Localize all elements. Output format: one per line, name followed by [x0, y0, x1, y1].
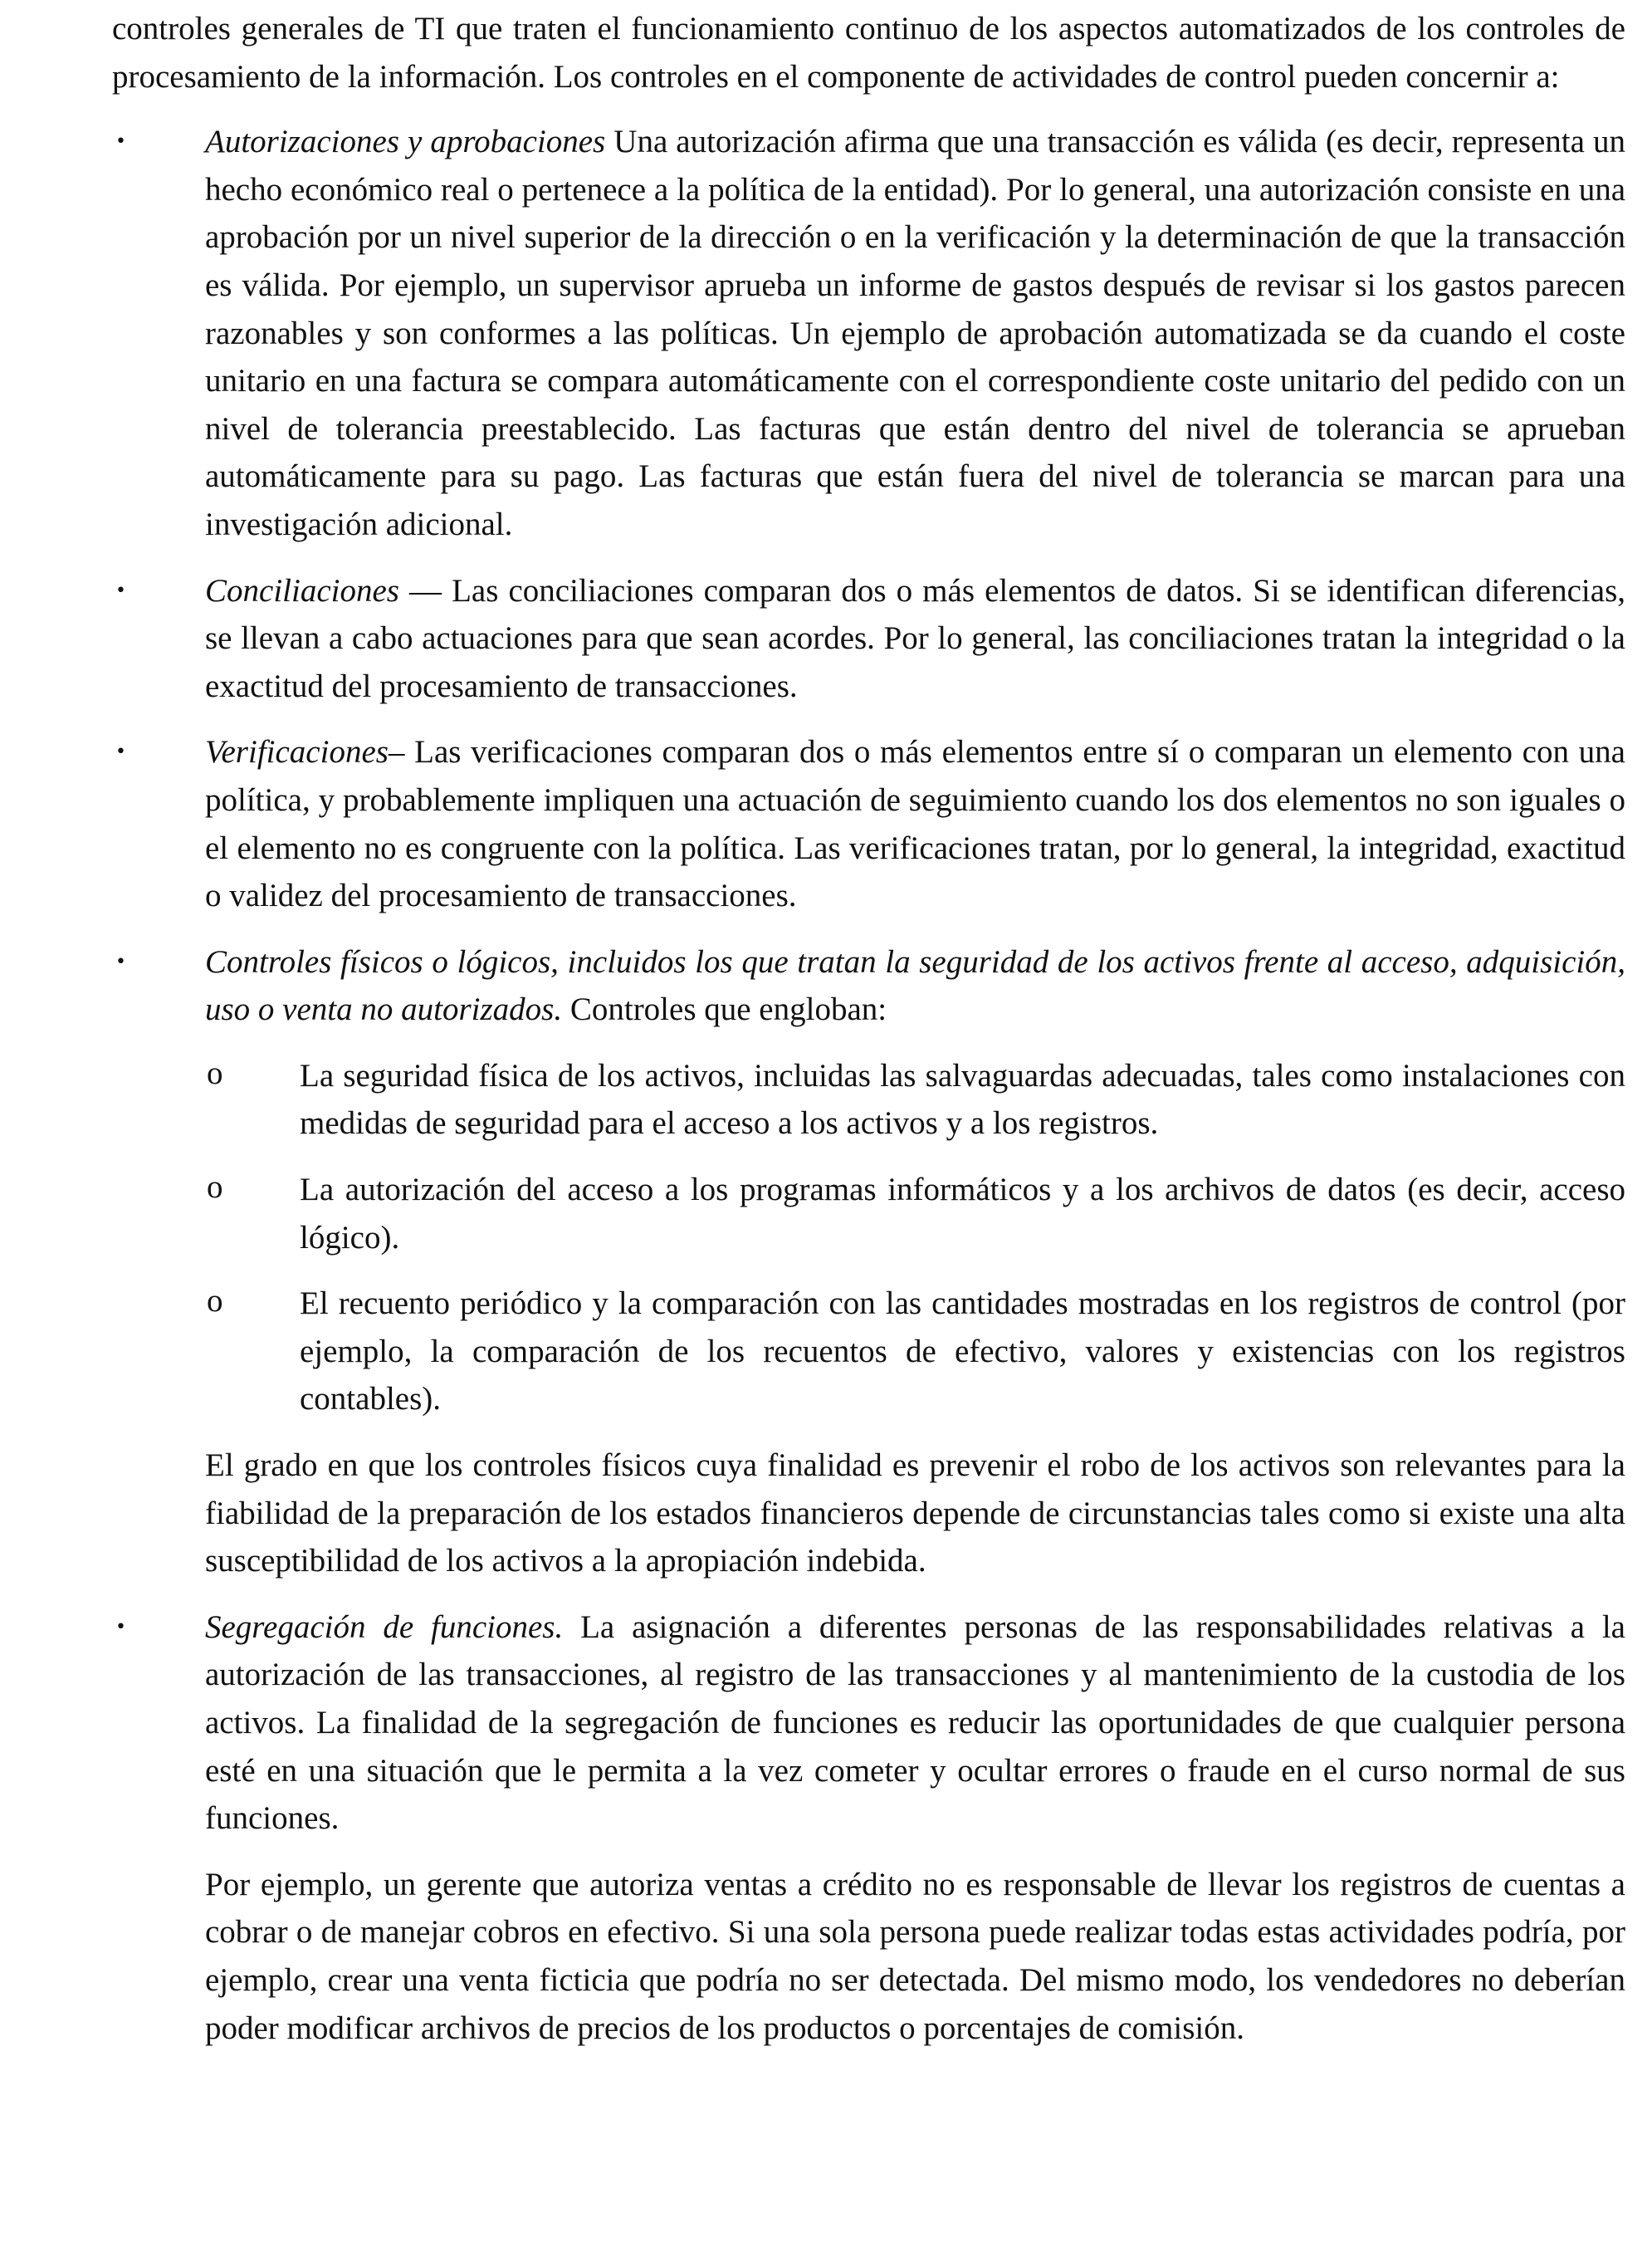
sub-list-item-text: La seguridad física de los activos, incluidas las salvaguardas adecuadas, tales como instalaciones con medidas de seguridad para el acceso a los activos y a los registros. — [300, 1057, 1625, 1142]
list-item-body: La asignación a diferentes personas de las responsabilidades relativas a la autorización de las transacciones, al registro de las transacciones y al mantenimiento de la custodia de los activos. La finalidad de la segregación de funciones es reducir las oportunidades de que cualquier persona esté en una situación que le permita a la vez cometer y ocultar errores o fraude en el curso normal de sus funciones. — [205, 1608, 1625, 1837]
list-item-body: Controles que engloban: — [562, 991, 887, 1028]
sub-bullet-marker: o — [207, 1169, 223, 1206]
intro-paragraph: controles generales de TI que traten el funcionamiento continuo de los aspectos automatizados de los controles de procesamiento de la información. Los controles en el componente de actividades de control pueden concernir a: — [112, 11, 1625, 95]
list-item-segregacion — [112, 1603, 1625, 1843]
sub-list-item-text: El recuento periódico y la comparación con las cantidades mostradas en los registros de control (por ejemplo, la comparación de los recuentos de efectivo, valores y existencias con los registros contables). — [300, 1285, 1625, 1417]
list-item-text — [205, 1603, 1625, 1843]
sub-bullet-marker: o — [207, 1283, 223, 1319]
list-item-heading: Segregación de funciones. — [205, 1608, 564, 1645]
bullet-marker: • — [115, 580, 126, 601]
physical-controls-note: El grado en que los controles físicos cuya finalidad es prevenir el robo de los activos son relevantes para la fiabilidad de la preparación de los estados financieros depende de circunstancias tales como si existe una alta susceptibilidad de los activos a la apropiación indebida. — [205, 1447, 1625, 1579]
bullet-marker: • — [115, 1616, 126, 1638]
list-item-text — [205, 567, 1625, 711]
list-item-text — [205, 118, 1625, 548]
bullet-marker: • — [115, 742, 126, 763]
list-item-heading: Verificaciones — [205, 734, 389, 771]
document-page — [112, 5, 1625, 2070]
list-item-autorizaciones — [112, 118, 1625, 548]
sub-bullet-marker: o — [207, 1055, 223, 1091]
list-item-verificaciones — [112, 728, 1625, 919]
sub-list-item — [112, 1280, 1625, 1423]
sub-list-item-text: La autorización del acceso a los programas informáticos y a los archivos de datos (es decir, acceso lógico). — [300, 1172, 1625, 1256]
list-item-body: Una autorización afirma que una transacción es válida (es decir, representa un hecho económico real o pertenece a la política de la entidad). Por lo general, una autorización consiste en una aprobación por un nivel superior de la dirección o en la verificación y la determinación de que la transacción es válida. Por ejemplo, un supervisor aprueba un informe de gastos después de revisar si los gastos parecen razonables y son conformes a las políticas. Un ejemplo de aprobación automatizada se da cuando el coste unitario en una factura se compara automáticamente con el correspondiente coste unitario del pedido con un nivel de tolerancia preestablecido. Las facturas que están dentro del nivel de tolerancia se aprueban automáticamente para su pago. Las facturas que están fuera del nivel de tolerancia se marcan para una investigación adicional. — [205, 124, 1625, 542]
bullet-marker: • — [115, 131, 126, 153]
list-item-heading: Conciliaciones — [205, 572, 399, 609]
list-item-body: — Las conciliaciones comparan dos o más elementos de datos. Si se identifican diferencias, se llevan a cabo actuaciones para que sean acordes. Por lo general, las conciliaciones tratan la integridad o la exactitud del procesamiento de transacciones. — [205, 572, 1625, 704]
list-item-body: – Las verificaciones comparan dos o más elementos entre sí o comparan un elemento con una política, y probablemente impliquen una actuación de seguimiento cuando los dos elementos no son iguales o el elemento no es congruente con la política. Las verificaciones tratan, por lo general, la integridad, exactitud o validez del procesamiento de transacciones. — [205, 734, 1625, 914]
list-item-text — [205, 938, 1625, 1034]
sub-list-item — [112, 1052, 1625, 1148]
list-item-text — [205, 728, 1625, 919]
list-item-heading: Controles físicos o lógicos, incluidos los que tratan la seguridad de los activos frente al acceso, adquisición, uso o venta no autorizados. — [205, 943, 1625, 1028]
list-item-conciliaciones — [112, 567, 1625, 711]
list-item-controles-fisicos — [112, 938, 1625, 1034]
list-item-heading: Autorizaciones y aprobaciones — [205, 124, 606, 160]
sub-list-item — [112, 1166, 1625, 1261]
segregation-example-paragraph: Por ejemplo, un gerente que autoriza ventas a crédito no es responsable de llevar los registros de cuentas a cobrar o de manejar cobros en efectivo. Si una sola persona puede realizar todas estas actividades podría, por ejemplo, crear una venta ficticia que podría no ser detectada. Del mismo modo, los vendedores no deberían poder modificar archivos de precios de los productos o porcentajes de comisión. — [205, 1866, 1625, 2046]
bullet-marker: • — [115, 951, 126, 972]
